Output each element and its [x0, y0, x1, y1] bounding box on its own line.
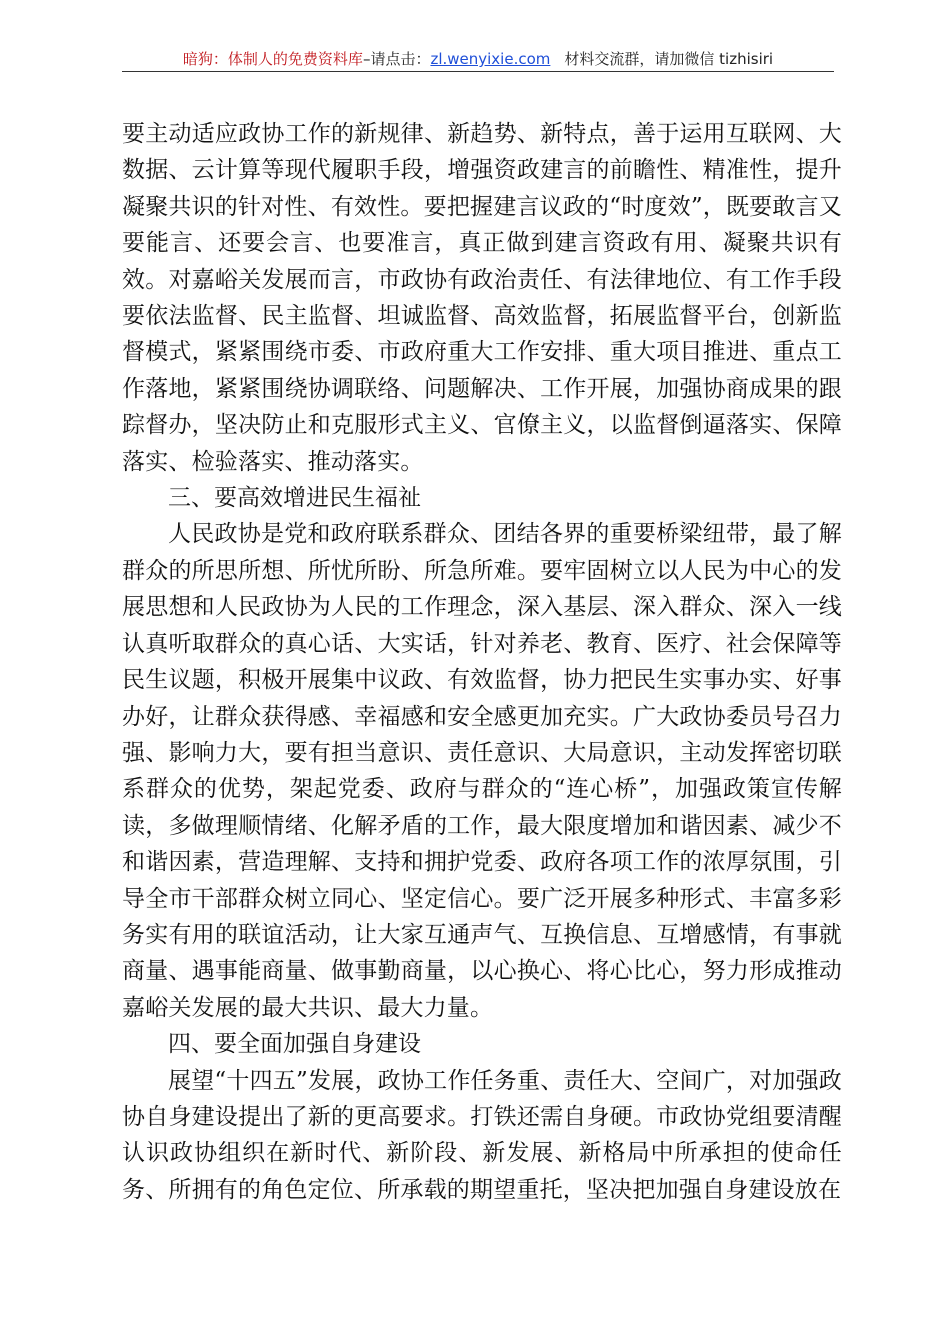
paragraph-1: 要主动适应政协工作的新规律、新趋势、新特点，善于运用互联网、大数据、云计算等现代履职手段，增强资政建言的前瞻性、精准性，提升凝聚共识的针对性、有效性。要把握建言议政的“时度效”，既要敢言又要能言、还要会言、也要准言，真正做到建言资政有用、凝聚共识有效。对嘉峪关发展而言，市政协有政治责任、有法律地位、有工作手段要依法监督、民主监督、坦诚监督、高效监督，拓展监督平台，创新监督模式，紧紧围绕市委、市政府重大工作安排、重大项目推进、重点工作落地，紧紧围绕协调联络、问题解决、工作开展，加强协商成果的跟踪督办，坚决防止和克服形式主义、官僚主义，以监督倒逼落实、保障落实、检验落实、推动落实。: [122, 121, 842, 475]
header-rule: [122, 71, 834, 72]
paragraph-2: 人民政协是党和政府联系群众、团结各界的重要桥梁纽带，最了解群众的所思所想、所忧所盼、所急所难。要牢固树立以人民为中心的发展思想和人民政协为人民的工作理念，深入基层、深入群众、深入一线认真听取群众的真心话、大实话，针对养老、教育、医疗、社会保障等民生议题，积极开展集中议政、有效监督，协力把民生实事办实、好事办好，让群众获得感、幸福感和安全感更加充实。广大政协委员号召力强、影响力大，要有担当意识、责任意识、大局意识，主动发挥密切联系群众的优势，架起党委、政府与群众的“连心桥”，加强政策宣传解读，多做理顺情绪、化解矛盾的工作，最大限度增加和谐因素、减少不和谐因素，营造理解、支持和拥护党委、政府各项工作的浓厚氛围，引导全市干部群众树立同心、坚定信心。要广泛开展多种形式、丰富多彩务实有用的联谊活动，让大家互通声气、互换信息、互增感情，有事就商量、遇事能商量、做事勤商量，以心换心、将心比心，努力形成推动嘉峪关发展的最大共识、最大力量。: [122, 521, 842, 1021]
header-note: 材料交流群，请加微信 tizhisiri: [564, 50, 774, 68]
paragraph-3: 展望“十四五”发展，政协工作任务重、责任大、空间广，对加强政协自身建设提出了新的更高要求。打铁还需自身硬。市政协党组要清醒认识政协组织在新时代、新阶段、新发展、新格局中所承担的使命任务、所拥有的角色定位、所承载的期望重托，坚决把加强自身建设放在: [122, 1067, 842, 1203]
header-prompt: –请点击：: [362, 50, 431, 68]
section-heading-4: 四、要全面加强自身建设: [168, 1031, 421, 1058]
header-link[interactable]: zl.wenyixie.com: [430, 50, 551, 68]
page-header: [122, 48, 834, 72]
document-body: [122, 116, 842, 1208]
section-heading-3: 三、要高效增进民生福祉: [168, 485, 421, 512]
header-title: 暗狗：体制人的免费资料库: [182, 50, 363, 68]
